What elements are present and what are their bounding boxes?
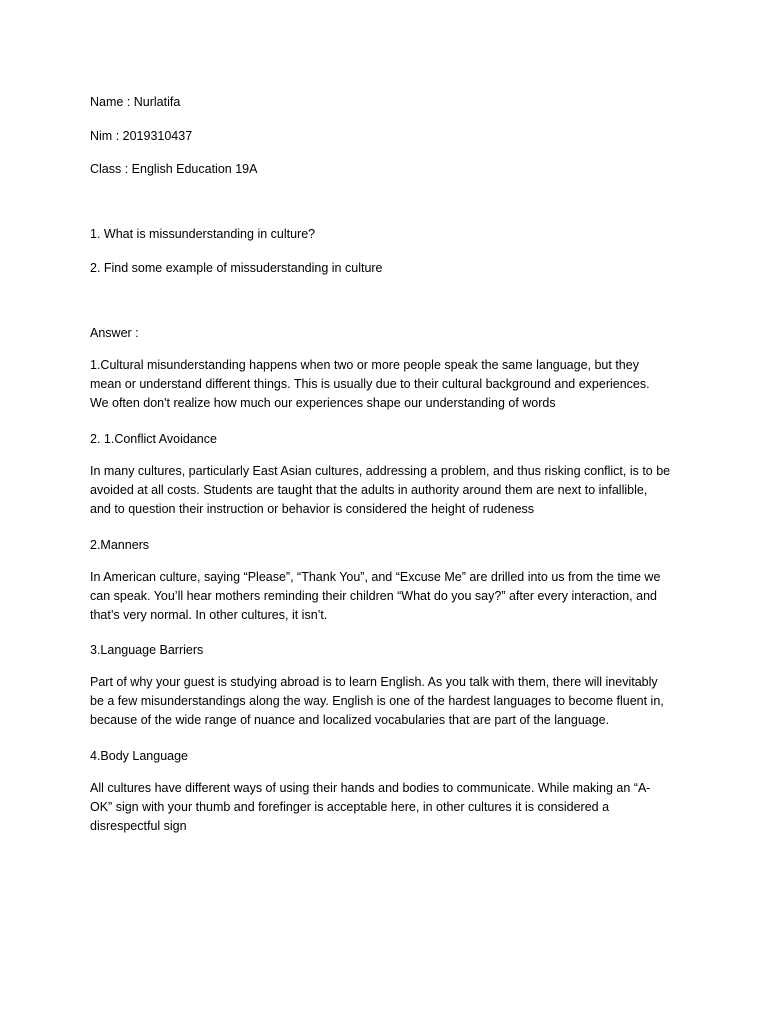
student-name: Name : Nurlatifa <box>90 95 181 109</box>
paragraph-line: Part of why your guest is studying abroad is to learn English. As you talk with them, there will inevitably <box>90 675 658 689</box>
paragraph-line: can speak. You’ll hear mothers reminding their children “What do you say?” after every interaction, and <box>90 589 657 603</box>
paragraph-line: and to question their instruction or behavior is considered the height of rudeness <box>90 502 535 516</box>
paragraph-line: In many cultures, particularly East Asian cultures, addressing a problem, and thus risking conflict, is to be <box>90 464 671 478</box>
student-nim: Nim : 2019310437 <box>90 129 193 143</box>
example-paragraph-language-barriers <box>90 673 680 730</box>
answer-1-paragraph <box>90 356 680 413</box>
example-paragraph-body-language <box>90 779 680 836</box>
answer-label: Answer : <box>90 326 139 340</box>
question-2: 2. Find some example of missuderstanding in culture <box>90 261 383 275</box>
answer-1-line: We often don't realize how much our experiences shape our understanding of words <box>90 396 556 410</box>
paragraph-line: avoided at all costs. Students are taught that the adults in authority around them are next to infallible, <box>90 483 648 497</box>
paragraph-line: All cultures have different ways of using their hands and bodies to communicate. While making an “A- <box>90 781 651 795</box>
question-1: 1. What is missunderstanding in culture? <box>90 227 316 241</box>
example-heading-body-language: 4.Body Language <box>90 749 189 763</box>
paragraph-line: that’s very normal. In other cultures, it isn’t. <box>90 608 328 622</box>
example-heading-language-barriers: 3.Language Barriers <box>90 643 204 657</box>
answer-1-line: 1.Cultural misunderstanding happens when two or more people speak the same language, but they <box>90 358 639 372</box>
example-paragraph-manners <box>90 568 680 625</box>
paragraph-line: because of the wide range of nuance and localized vocabularies that are part of the language. <box>90 713 610 727</box>
student-class: Class : English Education 19A <box>90 162 258 176</box>
paragraph-line: OK” sign with your thumb and forefinger is acceptable here, in other cultures it is considered a <box>90 800 610 814</box>
paragraph-line: In American culture, saying “Please”, “Thank You”, and “Excuse Me” are drilled into us from the time we <box>90 570 661 584</box>
paragraph-line: disrespectful sign <box>90 819 187 833</box>
paragraph-line: be a few misunderstandings along the way. English is one of the hardest languages to become fluent in, <box>90 694 664 708</box>
example-heading-manners: 2.Manners <box>90 538 150 552</box>
example-heading-conflict-avoidance: 2. 1.Conflict Avoidance <box>90 432 217 446</box>
example-paragraph-conflict-avoidance <box>90 462 680 519</box>
answer-1-line: mean or understand different things. This is usually due to their cultural background and experiences. <box>90 377 650 391</box>
